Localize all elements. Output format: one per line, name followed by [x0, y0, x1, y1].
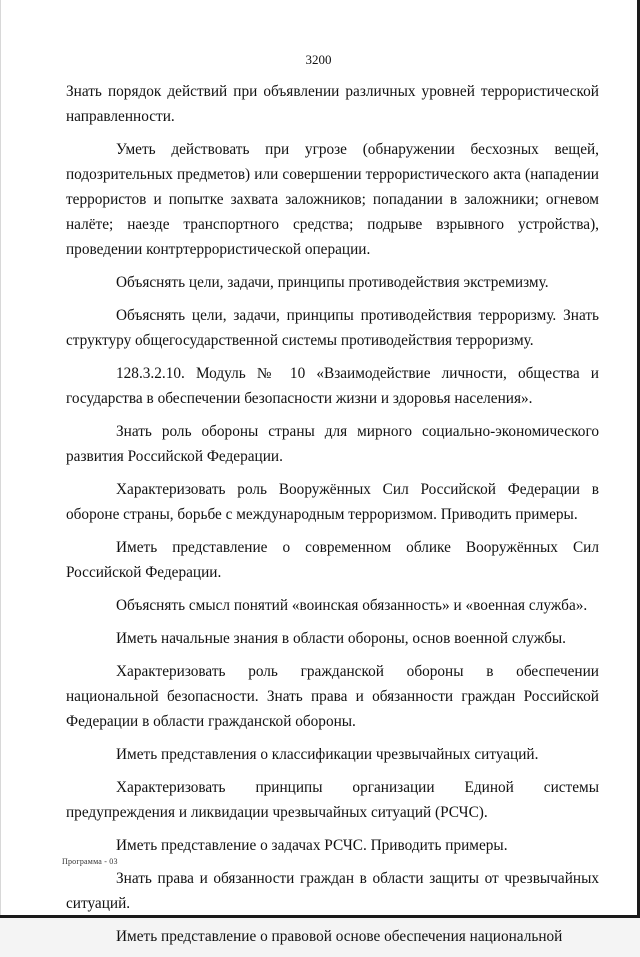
paragraph-module-heading: 128.3.2.10. Модуль № 10 «Взаимодействие личности, общества и государства в обеспечении безопасности жизни и здоровья населения». [66, 365, 599, 407]
paragraph: Иметь представление о задачах РСЧС. Приводить примеры. [116, 837, 508, 854]
paragraph: Объяснять смысл понятий «воинская обязанность» и «военная служба». [116, 597, 588, 614]
paragraph: Объяснять цели, задачи, принципы противодействия экстремизму. [116, 274, 549, 291]
page-number: 3200 [305, 52, 332, 67]
paragraph: Иметь начальные знания в области обороны, основ военной службы. [116, 630, 567, 647]
paragraph: Знать роль обороны страны для мирного социально-экономического развития Российской Федерации. [66, 423, 599, 465]
paragraph: Иметь представление о правовой основе обеспечения национальной [116, 928, 563, 945]
paragraph: Уметь действовать при угрозе (обнаружении бесхозных вещей, подозрительных предметов) или совершении террористического акта (нападении террористов и попытке захвата заложников; попадании в заложники; огневом налёте; наезде транспортного средства; подрыве взрывного устройства), проведении контртеррористической операции. [66, 141, 599, 258]
page-footer: Программа - 03 [62, 857, 118, 866]
paragraph: Знать права и обязанности граждан в области защиты от чрезвычайных ситуаций. [66, 870, 599, 912]
paragraph: Знать порядок действий при объявлении различных уровней террористической направленности. [66, 83, 599, 125]
paragraph: Иметь представления о классификации чрезвычайных ситуаций. [116, 746, 539, 763]
paragraph: Характеризовать роль Вооружённых Сил Российской Федерации в обороне страны, борьбе с международным терроризмом. Приводить примеры. [66, 481, 599, 523]
paragraph: Характеризовать роль гражданской обороны в обеспечении национальной безопасности. Знать права и обязанности граждан Российской Федерации в области гражданской обороны. [66, 663, 599, 730]
paragraph: Иметь представление о современном облике Вооружённых Сил Российской Федерации. [66, 539, 599, 581]
paragraph: Объяснять цели, задачи, принципы противодействия терроризму. Знать структуру общегосударственной системы противодействия терроризму. [66, 307, 599, 349]
paragraph: Характеризовать принципы организации Единой системы предупреждения и ликвидации чрезвычайных ситуаций (РСЧС). [66, 779, 599, 821]
body-text [66, 79, 599, 957]
